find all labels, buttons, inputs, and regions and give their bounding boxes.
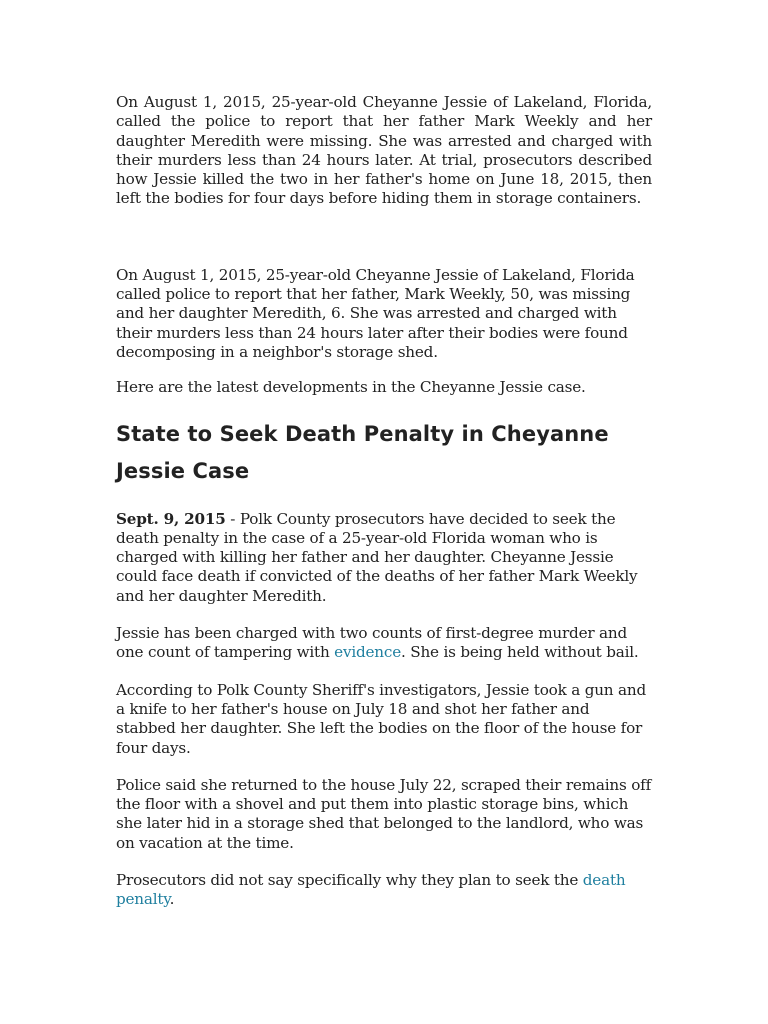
death-penalty-link[interactable]: death penalty <box>116 871 626 909</box>
paragraph-summary: On August 1, 2015, 25-year-old Cheyanne Jessie of Lakeland, Florida, called the police to report that her father Mark Weekly and her daughter Meredith were missing. She was arrested and charged with their murders less than 24 hours later. At trial, prosecutors described how Jessie killed the two in her father's home on June 18, 2015, then left the bodies for four days before hiding them in storage containers. <box>116 93 652 208</box>
paragraph-investigators: According to Polk County Sheriff's investigators, Jessie took a gun and a knife to her father's house on July 18 and shot her father and stabbed her daughter. She left the bodies on the floor of the house for four days. <box>116 680 646 757</box>
paragraph-latest: Here are the latest developments in the Cheyanne Jessie case. <box>116 378 586 397</box>
paragraph-intro: On August 1, 2015, 25-year-old Cheyanne Jessie of Lakeland, Florida called police to report that her father, Mark Weekly, 50, was missing and her daughter Meredith, 6. She was arrested and charged with their murders less than 24 hours later after their bodies were found decomposing in a neighbor's storage shed. <box>116 265 635 361</box>
paragraph-charges <box>116 624 652 663</box>
paragraph-prosecutors <box>116 871 652 910</box>
paragraph-sept-9-text: - Polk County prosecutors have decided to seek the death penalty in the case of a 25-year-old Florida woman who is charged with killing her father and her daughter. Cheyanne Jessie could face death if convicted of the deaths of her father Mark Weekly and her daughter Meredith. <box>116 509 638 605</box>
paragraph-police: Police said she returned to the house July 22, scraped their remains off the floor with a shovel and put them into plastic storage bins, which she later hid in a storage shed that belonged to the landlord, who was on vacation at the time. <box>116 775 651 852</box>
section-heading: State to Seek Death Penalty in Cheyanne Jessie Case <box>116 421 609 483</box>
charges-text-before: Jessie has been charged with two counts of first-degree murder and one count of tampering with <box>116 624 627 662</box>
paragraph-sept-9 <box>116 510 652 606</box>
evidence-link[interactable]: evidence <box>334 643 401 662</box>
charges-text-after: . She is being held without bail. <box>400 643 639 662</box>
article-body <box>116 93 652 910</box>
prosecutors-text-after: . <box>169 890 175 909</box>
dateline: Sept. 9, 2015 <box>116 509 226 528</box>
prosecutors-text-before: Prosecutors did not say specifically why they plan to seek the <box>116 871 583 890</box>
